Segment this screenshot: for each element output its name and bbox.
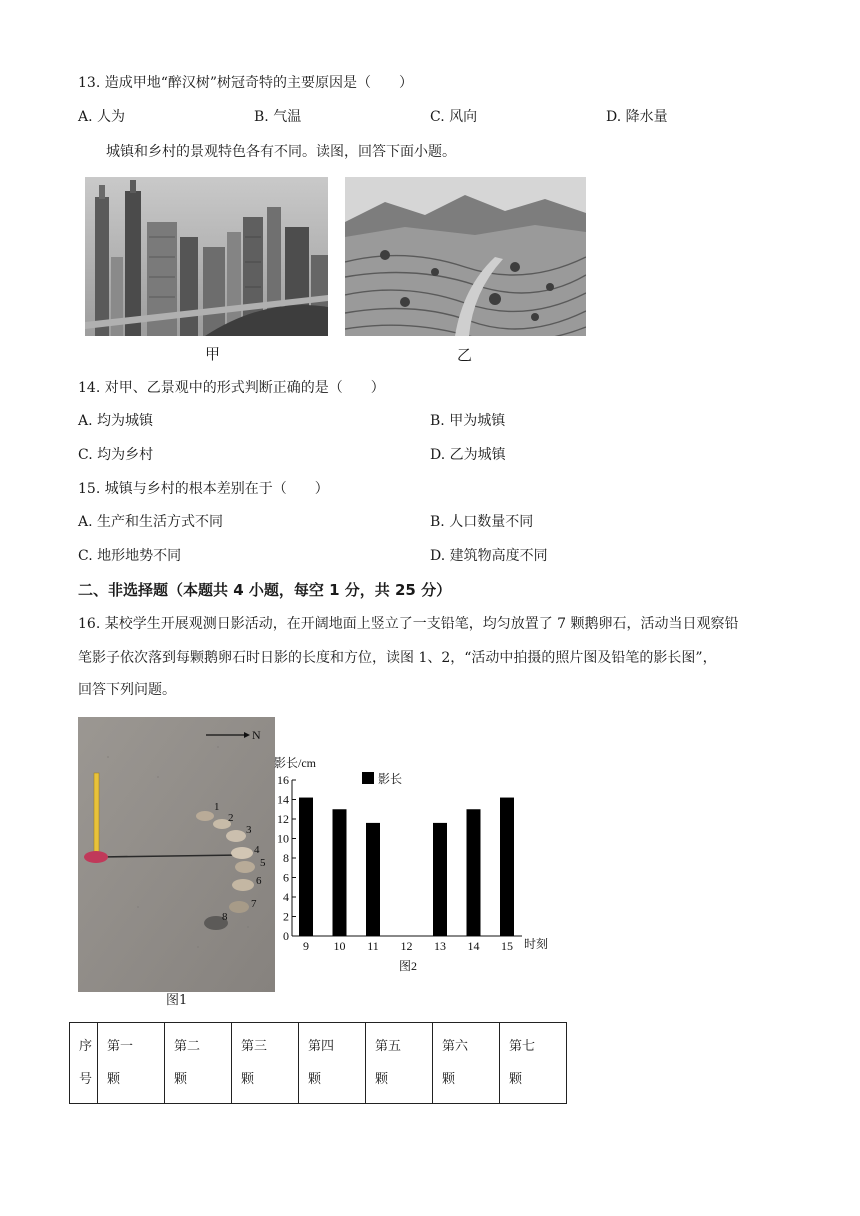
y-tick-label: 16 bbox=[277, 773, 289, 787]
table-header-cell-line: 第四 bbox=[308, 1039, 335, 1054]
q13-stem: 13. 造成甲地“醉汉树”树冠奇特的主要原因是（ ） bbox=[78, 75, 414, 91]
pencil bbox=[94, 773, 99, 853]
bar-13 bbox=[433, 823, 447, 936]
table-header-cell-line: 颗 bbox=[241, 1072, 255, 1087]
x-tick-label-11: 11 bbox=[367, 939, 379, 953]
table-header-cell-7 bbox=[433, 1023, 500, 1104]
bar-14 bbox=[467, 809, 481, 936]
q13-option-c: C. 风向 bbox=[430, 109, 478, 125]
table-header-cell-4 bbox=[232, 1023, 299, 1104]
y-tick-label: 6 bbox=[283, 870, 289, 885]
bar-11 bbox=[366, 823, 380, 936]
table-header-row bbox=[70, 1023, 567, 1104]
chart-caption: 图2 bbox=[399, 959, 418, 973]
y-tick-label: 14 bbox=[277, 792, 289, 807]
bar-15 bbox=[500, 798, 514, 936]
q14-option-a: A. 均为城镇 bbox=[78, 413, 154, 429]
chart-ylabel: 影长/cm bbox=[274, 756, 316, 770]
section-heading: 二、非选择题（本题共 4 小题，每空 1 分，共 25 分） bbox=[78, 581, 452, 599]
stone-number-4: 4 bbox=[254, 844, 260, 856]
stone-number-1: 1 bbox=[214, 801, 220, 813]
shadow-length-chart bbox=[272, 752, 562, 977]
answer-table bbox=[69, 1022, 567, 1104]
table-header-cell-6 bbox=[366, 1023, 433, 1104]
q15-option-c: C. 地形地势不同 bbox=[78, 548, 182, 564]
north-label: N bbox=[252, 728, 261, 742]
x-tick-label-15: 15 bbox=[501, 939, 513, 953]
eraser-base bbox=[84, 851, 108, 863]
table-header-cell-line: 颗 bbox=[107, 1072, 121, 1087]
x-tick-label-12: 12 bbox=[400, 939, 413, 953]
stone-number-2: 2 bbox=[228, 812, 234, 824]
table-header-cell-line: 第二 bbox=[174, 1039, 201, 1054]
y-tick-label: 2 bbox=[283, 909, 289, 924]
legend-swatch bbox=[362, 772, 374, 784]
stone-number-5: 5 bbox=[260, 857, 266, 869]
table-header-cell-3 bbox=[165, 1023, 232, 1104]
figure1-photo bbox=[78, 717, 275, 992]
stone-number-7: 7 bbox=[251, 898, 257, 910]
q13-option-d: D. 降水量 bbox=[606, 109, 668, 125]
village-photo bbox=[345, 177, 586, 336]
table-header-cell-line: 颗 bbox=[509, 1072, 523, 1087]
table-header-cell-line: 第七 bbox=[509, 1039, 536, 1054]
q14-option-b: B. 甲为城镇 bbox=[430, 413, 506, 429]
q16-stem-line1: 16. 某校学生开展观测日影活动，在开阔地面上竖立了一支铅笔，均匀放置了 7 颗鹅卵石，活动当日观察铅 bbox=[78, 616, 739, 632]
table-header-cell-line: 颗 bbox=[308, 1072, 322, 1087]
q14-option-c: C. 均为乡村 bbox=[78, 447, 154, 463]
bar-9 bbox=[299, 798, 313, 936]
x-tick-label-14: 14 bbox=[467, 939, 480, 953]
bar-10 bbox=[333, 809, 347, 936]
y-tick-label: 0 bbox=[283, 929, 289, 943]
table-header-cell-line: 第六 bbox=[442, 1039, 469, 1054]
x-tick-label-10: 10 bbox=[333, 939, 346, 953]
table-header-cell-5 bbox=[299, 1023, 366, 1104]
q14-option-d: D. 乙为城镇 bbox=[430, 447, 506, 463]
q14-stem: 14. 对甲、乙景观中的形式判断正确的是（ ） bbox=[78, 380, 385, 396]
x-tick-label-9: 9 bbox=[303, 939, 309, 953]
legend-label: 影长 bbox=[378, 772, 403, 786]
photo-label-yi: 乙 bbox=[457, 346, 473, 364]
q15-option-b: B. 人口数量不同 bbox=[430, 514, 534, 530]
y-tick-label: 12 bbox=[277, 812, 289, 826]
table-header-cell-line: 序 bbox=[79, 1039, 93, 1054]
table-header-cell-line: 颗 bbox=[442, 1072, 456, 1087]
table-header-cell-line: 号 bbox=[79, 1072, 93, 1087]
photo-label-jia: 甲 bbox=[205, 345, 221, 363]
table-header-cell-1 bbox=[70, 1023, 98, 1104]
q15-option-d: D. 建筑物高度不同 bbox=[430, 548, 548, 564]
figure1-caption: 图1 bbox=[166, 993, 188, 1008]
q13-option-a: A. 人为 bbox=[78, 109, 126, 125]
y-tick-label: 4 bbox=[283, 890, 289, 904]
q15-option-a: A. 生产和生活方式不同 bbox=[78, 514, 224, 530]
y-tick-label: 10 bbox=[277, 831, 289, 846]
table-header-cell-line: 第五 bbox=[375, 1039, 402, 1054]
table-header-cell-line: 第一 bbox=[107, 1039, 134, 1054]
table-header-cell-line: 颗 bbox=[174, 1072, 188, 1087]
stone-number-8: 8 bbox=[222, 911, 228, 923]
table-header-cell-line: 颗 bbox=[375, 1072, 389, 1087]
q16-stem-line2: 笔影子依次落到每颗鹅卵石时日影的长度和方位，读图 1、2，“活动中拍摄的照片图及铅笔的影长图”， bbox=[78, 650, 717, 666]
table-header-cell-8 bbox=[500, 1023, 567, 1104]
chart-xlabel: 时刻 bbox=[524, 937, 549, 951]
table-header-cell-line: 第三 bbox=[241, 1039, 268, 1054]
passage-intro: 城镇和乡村的景观特色各有不同。读图，回答下面小题。 bbox=[106, 144, 456, 160]
city-photo bbox=[85, 177, 328, 336]
table-header-cell-2 bbox=[98, 1023, 165, 1104]
y-tick-label: 8 bbox=[283, 851, 289, 865]
stone-number-6: 6 bbox=[256, 875, 262, 887]
x-tick-label-13: 13 bbox=[434, 939, 446, 953]
q15-stem: 15. 城镇与乡村的根本差别在于（ ） bbox=[78, 481, 329, 497]
q16-stem-line3: 回答下列问题。 bbox=[78, 682, 176, 698]
stone-number-3: 3 bbox=[246, 824, 252, 836]
q13-option-b: B. 气温 bbox=[254, 109, 302, 125]
